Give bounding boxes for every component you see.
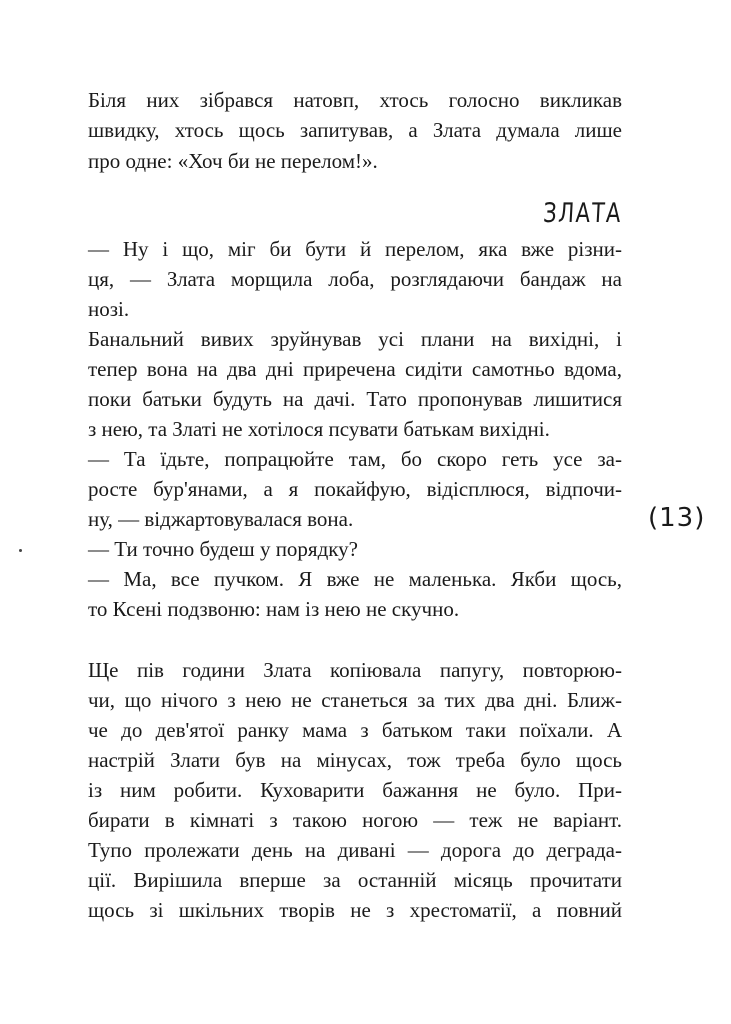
text-line: — Та їдьте, попрацюйте там, бо скоро геть усе за-: [88, 447, 622, 471]
text-line: нозі.: [88, 297, 130, 321]
text-line: Тупо пролежати день на дивані — дорога до деграда-: [88, 838, 622, 862]
text-line: то Ксені подзвоню: нам із нею не скучно.: [88, 597, 460, 621]
text-line: бирати в кімнаті з такою ногою — теж не варіант.: [88, 808, 622, 832]
text-line: про одне: «Хоч би не перелом!».: [88, 149, 378, 173]
text-line: чи, що нічого з нею не станеться за тих два дні. Ближ-: [88, 688, 622, 712]
margin-dot: [19, 549, 22, 552]
text-line: швидку, хтось щось запитував, а Злата думала лише: [88, 118, 622, 142]
text-line: Банальний вивих зруйнував усі плани на вихідні, і: [88, 327, 622, 351]
page-number: (13): [648, 503, 706, 533]
text-line: ну, — віджартовувалася вона.: [88, 507, 354, 531]
text-line: росте бур'янами, а я покайфую, відісплюся, відпочи-: [88, 477, 622, 501]
text-line: ції. Вирішила вперше за останній місяць прочитати: [88, 868, 622, 892]
text-line: — Ма, все пучком. Я вже не маленька. Якби щось,: [88, 567, 622, 591]
text-line: тепер вона на два дні приречена сидіти самотньо вдома,: [88, 357, 622, 381]
section-heading: ЗЛАТА: [542, 198, 623, 229]
text-line: з нею, та Златі не хотілося псувати батькам вихідні.: [88, 417, 550, 441]
text-line: настрій Злати був на мінусах, тож треба було щось: [88, 748, 622, 772]
text-line: поки батьки будуть на дачі. Тато пропонував лишитися: [88, 387, 622, 411]
text-line: щось зі шкільних творів не з хрестоматії, а повний: [88, 898, 622, 922]
text-line: Біля них зібрався натовп, хтось голосно викликав: [88, 88, 622, 112]
text-line: Ще пів години Злата копіювала папугу, повторюю-: [88, 658, 622, 682]
text-line: — Ну і що, міг би бути й перелом, яка вже різни-: [88, 237, 622, 261]
text-line: че до дев'ятої ранку мама з батьком таки поїхали. А: [88, 718, 622, 742]
text-line: із ним робити. Куховарити бажання не було. При-: [88, 778, 622, 802]
text-line: ця, — Злата морщила лоба, розглядаючи бандаж на: [88, 267, 622, 291]
text-line: — Ти точно будеш у порядку?: [88, 537, 358, 561]
